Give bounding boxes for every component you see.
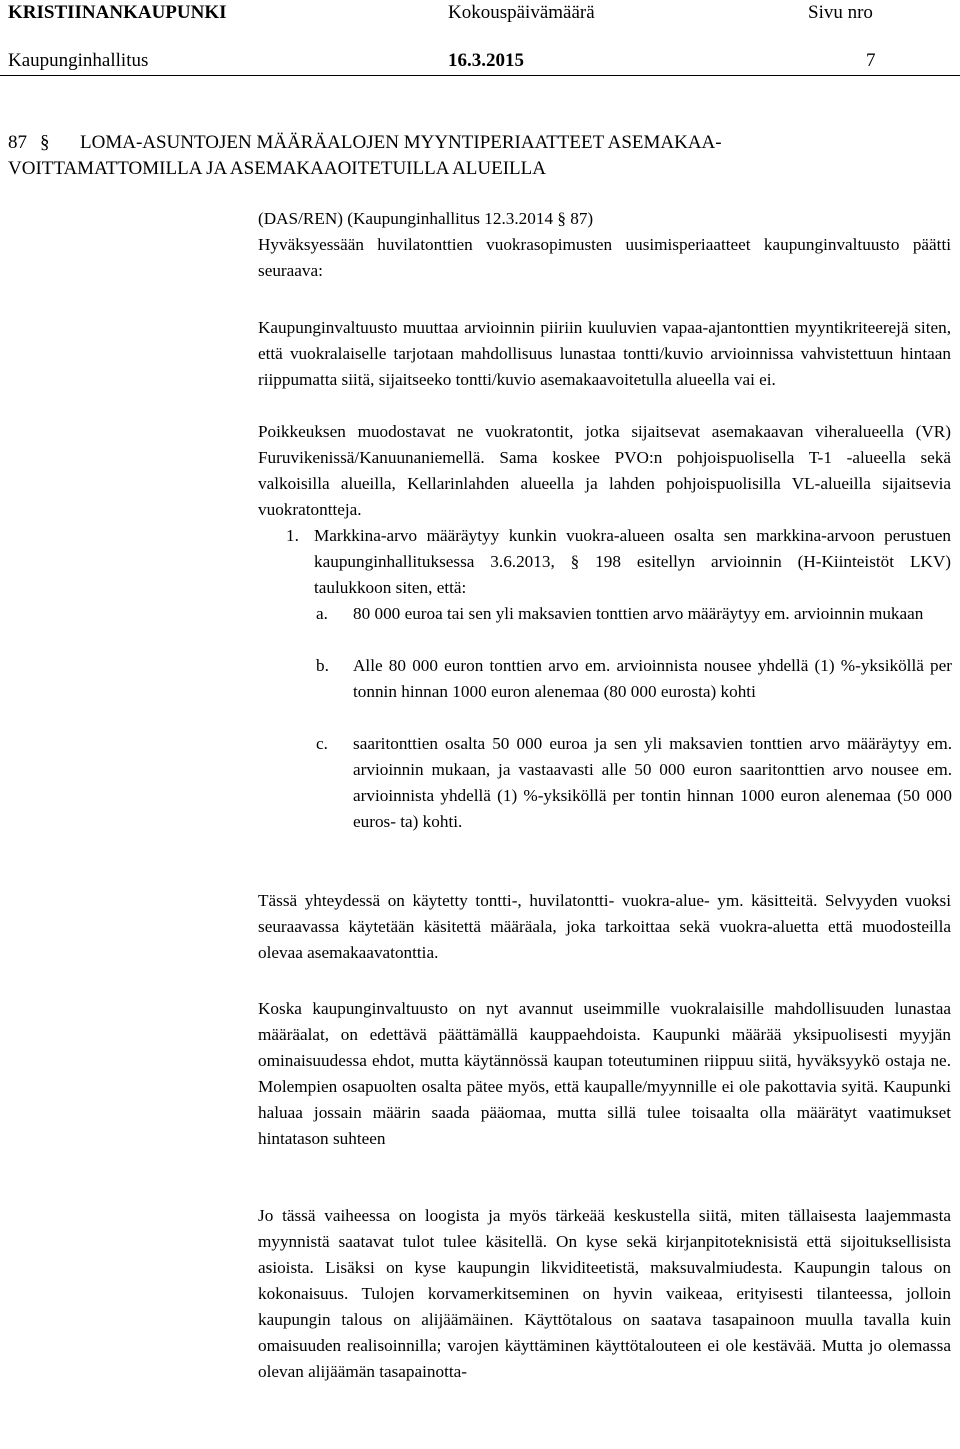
section-number: 87	[8, 132, 27, 153]
sub-list-label: b.	[316, 656, 329, 675]
header-org: KRISTIINANKAUPUNKI	[8, 2, 227, 23]
sub-list-text: Alle 80 000 euron tonttien arvo em. arvioinnista nousee yhdellä (1) %-yksiköllä per tonnin hinnan 1000 euron alenemaa (80 000 eurosta) kohti	[353, 656, 952, 701]
header-divider	[0, 75, 960, 76]
intro-paragraph: Hyväksyessään huvilatonttien vuokrasopimusten uusimisperiaatteet kaupunginvaltuusto päätti seuraava:	[258, 235, 951, 280]
sub-list-item	[316, 653, 952, 731]
section-title-line2: VOITTAMATTOMILLA JA ASEMAKAAOITETUILLA ALUEILLA	[8, 158, 546, 179]
paragraph-terms-of-sale: Koska kaupunginvaltuusto on nyt avannut useimmille vuokralaisille mahdollisuuden lunastaa määräalat, on edettävä päättämällä kauppaehdoista. Kaupunki määrää yksipuolisesti myyjän ominaisuudessa ehdot, mutta käytännössä kaupan toteutuminen riippuu siitä, hyväksyykö ostaja ne. Molempien osapuolten osalta pätee myös, että kaupalle/myynnille ei ole pakottavia syitä. Kaupunki haluaa jossain määrin saada pääomaa, mutta sillä tulee toisaalta olla määrätyt vaatimukset hintatason suhteen	[258, 999, 951, 1148]
sub-list-text: 80 000 euroa tai sen yli maksavien tonttien arvo määräytyy em. arvioinnin mukaan	[353, 604, 924, 623]
reference-line: (DAS/REN) (Kaupunginhallitus 12.3.2014 § 87)	[258, 209, 594, 228]
sub-list-text: saaritonttien osalta 50 000 euroa ja sen yli maksavien tonttien arvo määräytyy em. arvioinnin mukaan, ja vastaavasti alle 50 000 euron saaritonttien arvo nousee em. arvioinnista yhdellä (1) %-yksiköllä per tontin hinnan 1000 euron alenemaa (50 000 euros- ta) kohti.	[353, 734, 952, 831]
paragraph-exceptions: Poikkeuksen muodostavat ne vuokratontit, jotka sijaitsevat asemakaavan viheralueella (VR) Furuvikenissä/Kanuunaniemellä. Sama koskee PVO:n pohjoispuolisella T-1 -alueella sekä valkoisilla alueilla, Kellarinlahden alueella ja lahden pohjoispuolisilla VL-alueilla sijaitsevia vuokratontteja.	[258, 422, 951, 519]
section-symbol: §	[40, 132, 50, 153]
header-page-number: 7	[866, 50, 876, 71]
header-date: 16.3.2015	[448, 50, 524, 71]
sub-list-label: a.	[316, 604, 328, 623]
paragraph-terms: Tässä yhteydessä on käytetty tontti-, huvilatontti- vuokra-alue- ym. käsitteitä. Selvyyden vuoksi seuraavassa käytetään käsitettä määräala, joka tarkoittaa sekä vuokra-aluetta että muodosteilla olevaa asemakaavatonttia.	[258, 891, 951, 962]
section-title	[8, 130, 948, 182]
sub-list-item	[316, 731, 952, 835]
section-title-line1: LOMA-ASUNTOJEN MÄÄRÄALOJEN MYYNTIPERIAATTEET ASEMAKAA-	[80, 132, 722, 153]
list-number: 1.	[286, 526, 299, 545]
paragraph-income: Jo tässä vaiheessa on loogista ja myös tärkeää keskustella siitä, miten tällaisesta laajemmasta myynnistä saatavat tulot tulee käsitellä. On kyse sekä kirjanpitoteknisistä että sijoituksellisista asioista. Lisäksi on kyse kaupungin likviditeetistä, maksuvalmiudesta. Kaupungin talous on kokonaisuus. Tulojen korvamerkitseminen on hyvin vaikeaa, erityisesti tilanteessa, jolloin kaupungin talous on alijäämäinen. Käyttötalous on saatava tasapainoon muulla tavalla kuin omaisuuden realisoinnilla; varojen käyttäminen käyttötalouteen ei ole kestävää. Mutta jo olemassa olevan alijäämän tasapainotta-	[258, 1206, 951, 1381]
sub-list	[316, 601, 952, 835]
sub-list-label: c.	[316, 734, 328, 753]
list-item-text: Markkina-arvo määräytyy kunkin vuokra-alueen osalta sen markkina-arvoon perustuen kaupunginhallituksessa 3.6.2013, § 198 esitellyn arvioinnin (H-Kiinteistöt LKV) taulukkoon siten, että:	[314, 526, 951, 597]
numbered-list-item	[286, 523, 951, 601]
paragraph-decision: Kaupunginvaltuusto muuttaa arvioinnin piiriin kuuluvien vapaa-ajantonttien myyntikriteerejä siten, että vuokralaiselle tarjotaan mahdollisuus lunastaa tontti/kuvio arvioinnissa vahvistettuun hintaan riippumatta siitä, sijaitseeko tontti/kuvio asemakaavoitetulla alueella vai ei.	[258, 318, 951, 389]
sub-list-item	[316, 601, 952, 653]
header-body-name: Kaupunginhallitus	[8, 50, 149, 71]
header-date-label: Kokouspäivämäärä	[448, 2, 595, 23]
header-page-label: Sivu nro	[808, 2, 873, 23]
